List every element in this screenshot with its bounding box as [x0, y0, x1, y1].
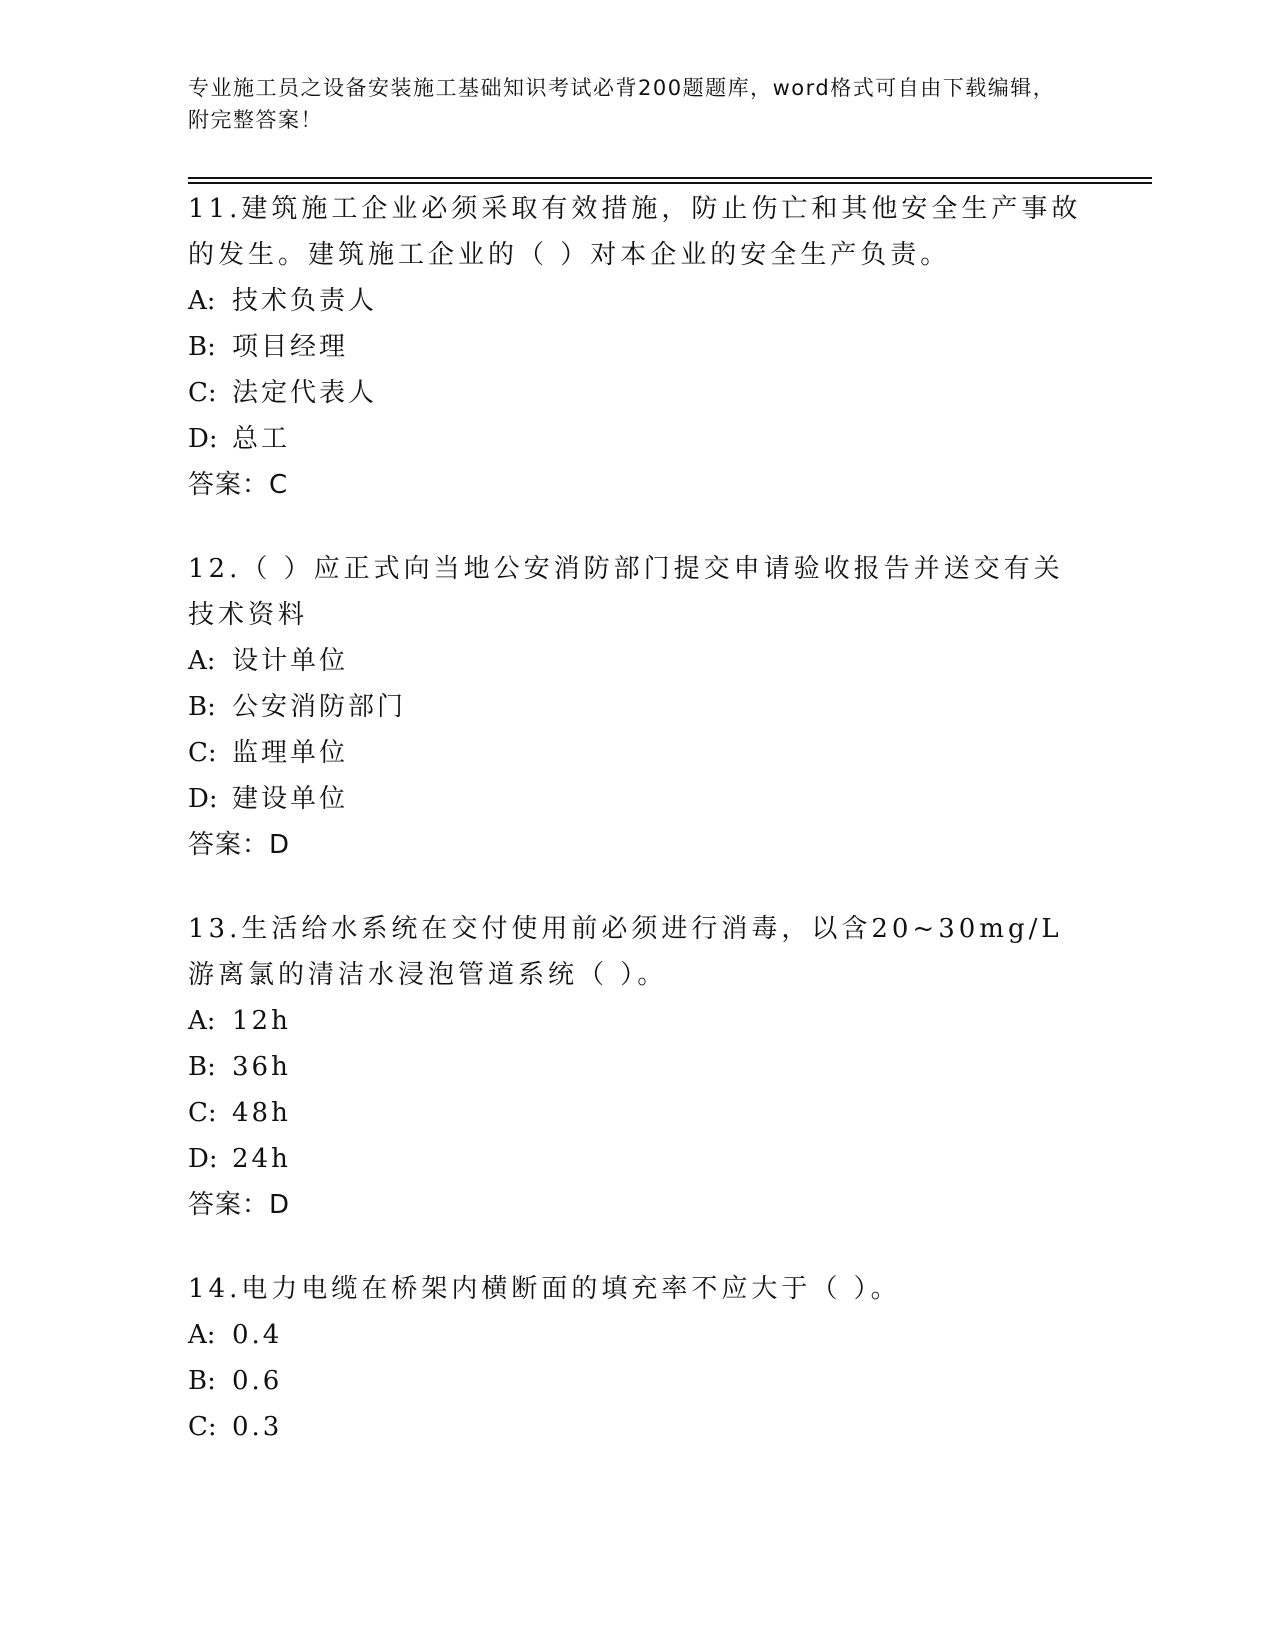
option-letter: A:	[188, 286, 216, 316]
option-letter: A:	[188, 1006, 216, 1036]
option-text: 总工	[232, 424, 291, 454]
option-text: 项目经理	[232, 332, 349, 362]
option-letter: A:	[188, 646, 216, 676]
option-text: 24h	[232, 1144, 291, 1174]
question-12	[188, 546, 1088, 868]
option-c	[188, 730, 1088, 776]
header-divider-bottom	[188, 182, 1152, 184]
option-c	[188, 370, 1088, 416]
option-letter: D:	[188, 784, 218, 814]
question-stem: 14.电力电缆在桥架内横断面的填充率不应大于（ ）。	[188, 1274, 901, 1304]
option-letter: D:	[188, 424, 218, 454]
option-letter: B:	[188, 1366, 216, 1396]
question-11	[188, 186, 1088, 508]
option-letter: B:	[188, 692, 216, 722]
option-b	[188, 324, 1088, 370]
option-d	[188, 416, 1088, 462]
option-b	[188, 1358, 1088, 1404]
option-letter: B:	[188, 332, 216, 362]
option-text: 48h	[232, 1098, 291, 1128]
option-b	[188, 1044, 1088, 1090]
option-c	[188, 1090, 1088, 1136]
option-text: 12h	[232, 1006, 291, 1036]
option-letter: D:	[188, 1144, 218, 1174]
option-text: 法定代表人	[232, 378, 378, 408]
option-text: 公安消防部门	[232, 692, 407, 722]
option-letter: A:	[188, 1320, 216, 1350]
option-text: 建设单位	[232, 784, 349, 814]
header-divider-top	[188, 177, 1152, 179]
option-d	[188, 776, 1088, 822]
option-text: 0.3	[232, 1412, 283, 1442]
option-d	[188, 1136, 1088, 1182]
question-stem: 13.生活给水系统在交付使用前必须进行消毒，以含20~30mg/L游离氯的清洁水浸泡管道系统（ ）。	[188, 914, 1063, 990]
option-letter: C:	[188, 1412, 217, 1442]
question-stem: 11.建筑施工企业必须采取有效措施，防止伤亡和其他安全生产事故的发生。建筑施工企业的（ ）对本企业的安全生产负责。	[188, 194, 1082, 270]
question-list	[188, 186, 1088, 1488]
option-text: 0.6	[232, 1366, 283, 1396]
question-13	[188, 906, 1088, 1228]
question-stem: 12.（ ）应正式向当地公安消防部门提交申请验收报告并送交有关技术资料	[188, 554, 1064, 630]
option-b	[188, 684, 1088, 730]
option-letter: C:	[188, 738, 217, 768]
answer-line: 答案：D	[188, 1190, 291, 1220]
option-text: 监理单位	[232, 738, 349, 768]
option-text: 技术负责人	[232, 286, 378, 316]
option-text: 36h	[232, 1052, 291, 1082]
answer-line: 答案：C	[188, 470, 289, 500]
answer-line: 答案：D	[188, 830, 291, 860]
option-a	[188, 278, 1088, 324]
document-header-title: 专业施工员之设备安装施工基础知识考试必背200题题库，word格式可自由下载编辑，附完整答案！	[188, 76, 1056, 132]
option-a	[188, 1312, 1088, 1358]
option-a	[188, 998, 1088, 1044]
question-14	[188, 1266, 1088, 1450]
option-text: 0.4	[232, 1320, 283, 1350]
option-letter: C:	[188, 1098, 217, 1128]
option-letter: C:	[188, 378, 217, 408]
option-letter: B:	[188, 1052, 216, 1082]
option-text: 设计单位	[232, 646, 349, 676]
option-a	[188, 638, 1088, 684]
option-c	[188, 1404, 1088, 1450]
